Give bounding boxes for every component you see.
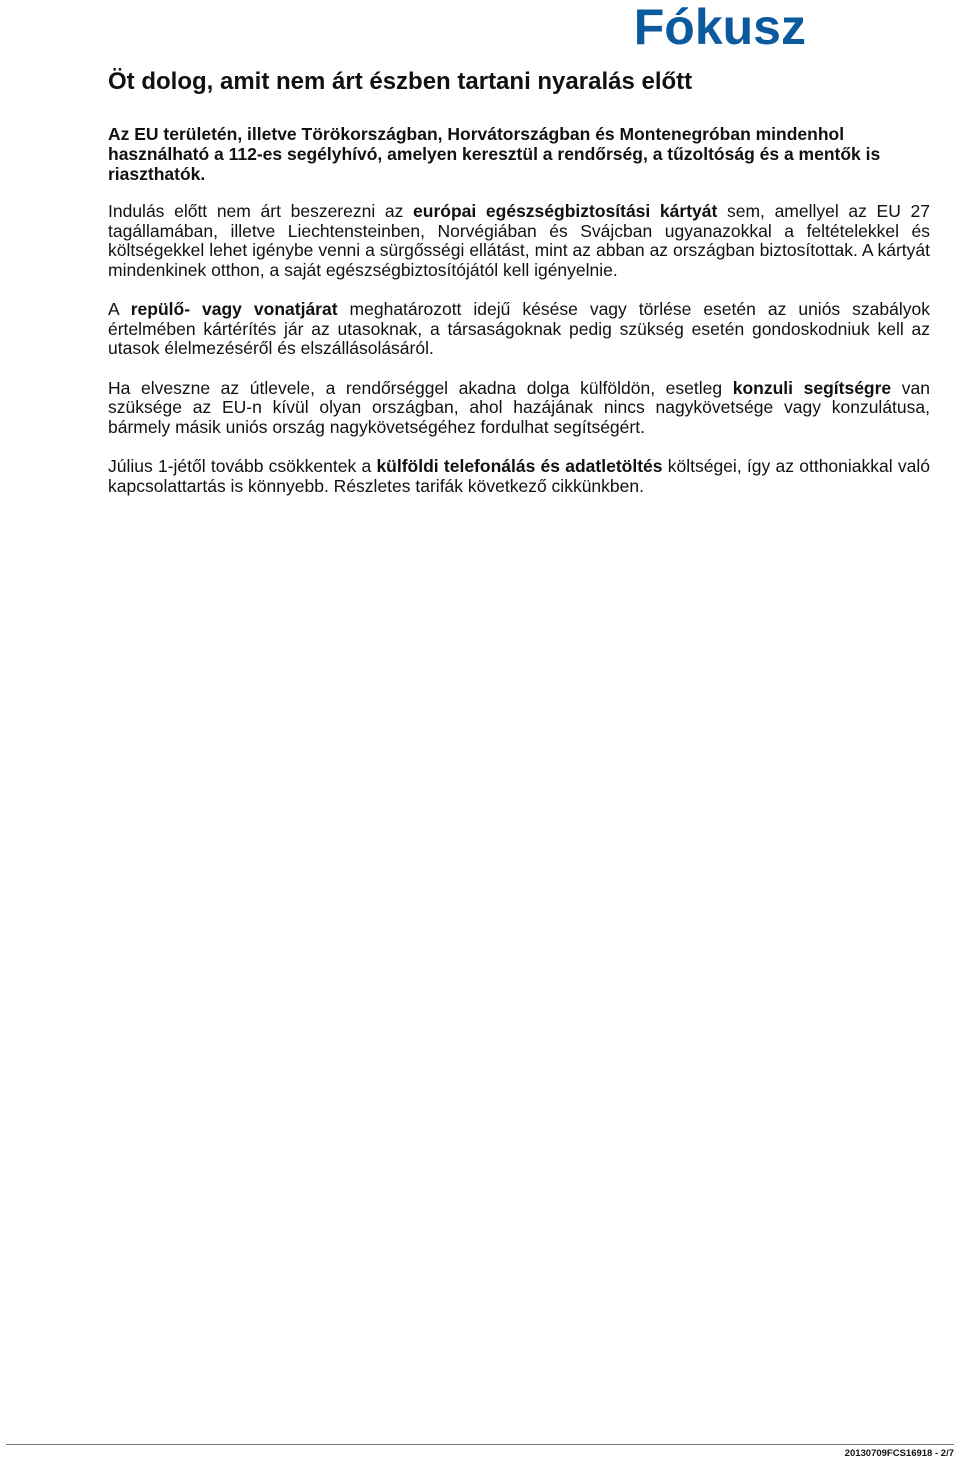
- paragraph-text: sem, amellyel az EU 27 tagállamában, illetve Liechtensteinben, Norvégiában és Svájcban ugyanazokkal a feltételekkel és költségekkel lehet igénybe venni a sürgősségi ellátást, mint az abban az országban biztosítottak. A kártyát mindenkinek otthon, a saját egészségbiztosítójától kell igényelnie.: [108, 201, 930, 280]
- paragraph-keyword: konzuli segítségre: [732, 377, 892, 398]
- paragraph-text: Indulás előtt nem árt beszerezni az: [108, 201, 414, 221]
- paragraph-text: Július 1-jétől tovább csökkentek a: [108, 456, 377, 476]
- paragraph-text: A: [108, 299, 131, 319]
- footer-divider: [6, 1444, 954, 1445]
- paragraph-text: van szüksége az EU-n kívül olyan országban, ahol hazájának nincs nagykövetsége vagy konzulátusa, bármely másik uniós ország nagykövetségéhez fordulhat segítségért.: [108, 377, 931, 437]
- paragraph-keyword: külföldi telefonálás és adatletöltés: [376, 456, 663, 476]
- section-label: Fókusz: [633, 0, 806, 55]
- paragraph-consular-help: [108, 379, 930, 438]
- article-body: [108, 124, 930, 516]
- paragraph-keyword: repülő- vagy vonatjárat: [130, 299, 338, 319]
- article-lead: Az EU területén, illetve Törökországban, Horvátországban és Montenegróban mindenhol használható a 112-es segélyhívó, amelyen keresztül a rendőrség, a tűzoltóság és a mentők is riaszthatók.: [108, 124, 881, 184]
- paragraph-text: költségei, így az otthoniakkal való kapcsolattartás is könnyebb. Részletes tarifák következő cikkünkben.: [108, 456, 930, 496]
- paragraph-text: meghatározott idejű késése vagy törlése esetén az uniós szabályok értelmében kártérítés jár az utasoknak, a társaságoknak pedig szükség esetén gondoskodniuk kell az utasok élelmezéséről és elszállásolásáról.: [108, 299, 930, 358]
- article-title: Öt dolog, amit nem árt észben tartani nyaralás előtt: [108, 68, 693, 95]
- paragraph-flight-delay: [108, 300, 930, 359]
- paragraph-text: Ha elveszne az útlevele, a rendőrséggel akadna dolga külföldön, esetleg: [108, 377, 733, 398]
- page-reference: 20130709FCS16918 - 2/7: [844, 1448, 954, 1459]
- paragraph-health-card: [108, 202, 930, 280]
- paragraph-roaming: [108, 457, 930, 496]
- paragraph-keyword: európai egészségbiztosítási kártyát: [413, 201, 718, 221]
